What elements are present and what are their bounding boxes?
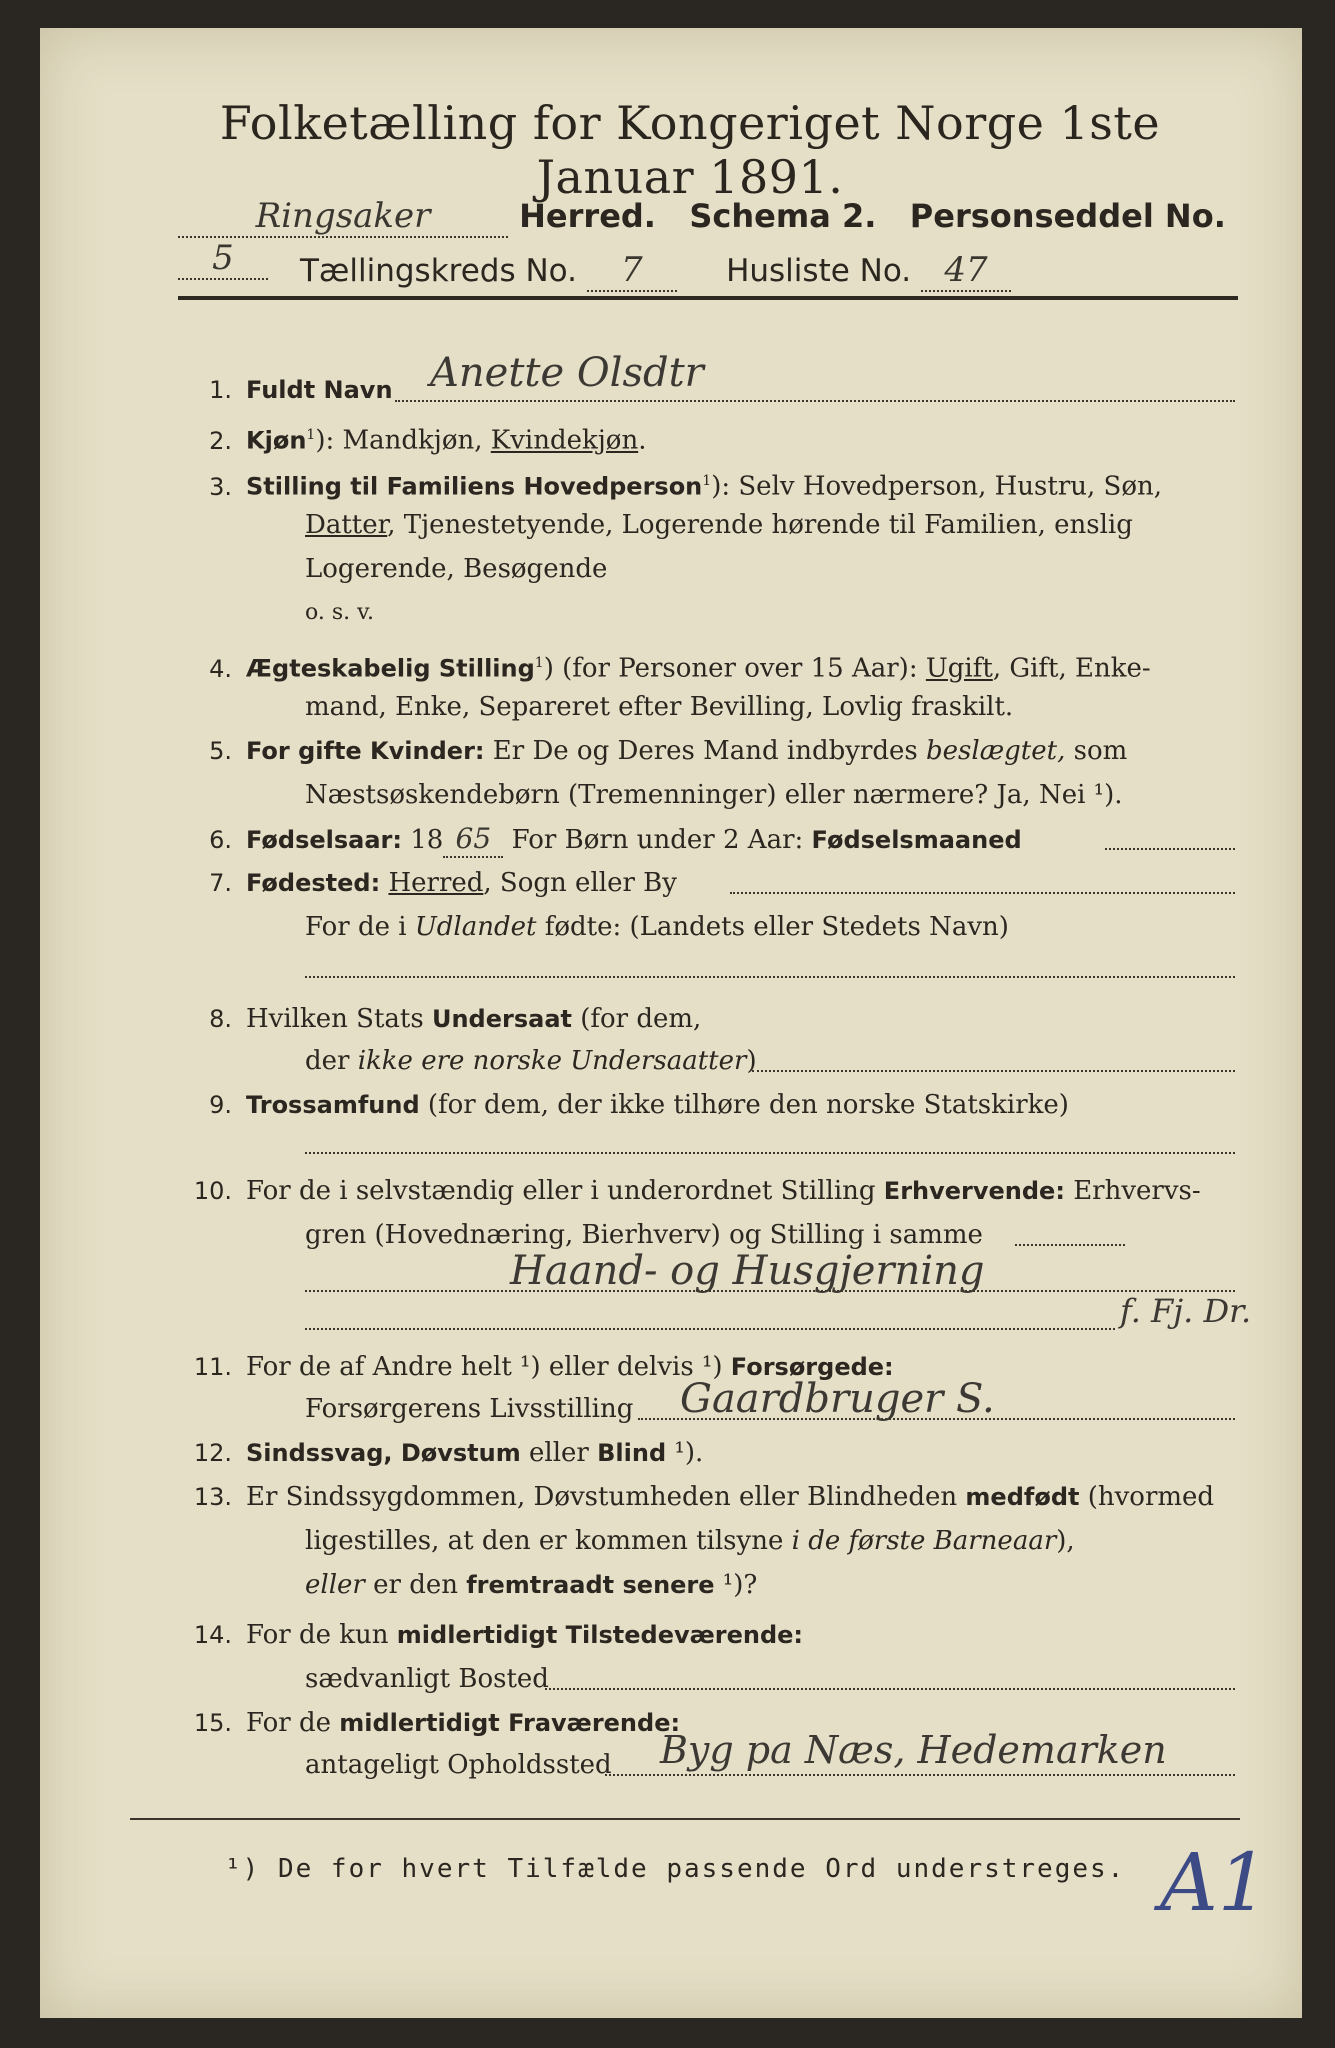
footnote: ¹) De for hvert Tilfælde passende Ord understreges. bbox=[225, 1854, 1126, 1884]
item-4: 4. Ægteskabelig Stilling$^1$) (for Personer over 15 Aar): Ugift, Gift, Enke- bbox=[209, 653, 1151, 684]
schema-label: Schema 2. bbox=[689, 197, 877, 235]
husliste-label: Husliste No. bbox=[726, 253, 912, 289]
item-12: 12. Sindssvag, Døvstum eller Blind ¹). bbox=[193, 1438, 704, 1468]
item-15: 15. For de midlertidigt Fraværende: bbox=[193, 1708, 681, 1738]
item-10: 10. For de i selvstændig eller i underordnet Stilling Erhvervende: Erhvervs- bbox=[193, 1176, 1201, 1206]
occupation-note: f. Fj. Dr. bbox=[1120, 1292, 1252, 1330]
census-form: Folketælling for Kongeriget Norge 1ste Januar 1891. Ringsaker Herred. Schema 2. Personseddel No. 5 Tællingskreds No. 7 Husliste No. 47 1. Fuldt Navn Anette Olsdtr 2. Kjøn$^1$): Mandkjøn, Kvindekjøn. 3. Stilling til Familiens Hovedperson$^1$): Selv Hovedperson, Hustru, Søn, Datter, Tjenestetyende, Logerende hørende til Familien, enslig Logerende, Besøgende o. s. v. 4. Ægteskabelig Stilling$^1$) (for Personer over 15 Aar): Ugift, Gift, Enke- mand, Enke, Separeret efter Bevilling, Lovlig fraskilt. 5. For gifte Kvinder: Er De og Deres Mand indbyrdes beslægtet, som Næstsøskendebørn (Tremenninger) eller nærmere? Ja, Nei ¹). 6. Fødselsaar: 18 65 For Børn under 2 Aar: Fødselsmaaned 7. Fødested: Herred, Sogn eller By For de i Udlandet fødte: (Landets eller Stedets Navn) 8. Hvilken Stats Undersaat (for dem, der ikke ere norske Undersaatter) 9. Trossamfund (for dem, der ikke tilhøre den norske Statskirke) 10. For de i selvstændig eller i underordnet Stilling Erhvervende: Erhvervs- gren (Hovednæring, Bierhverv) og Stilling i samme Haand- og Husgjerning f. Fj. Dr. 11. For de af Andre helt ¹) eller delvis ¹) Forsørgede: Forsørgerens Livsstilling Gaardbruger S. 12. Sindssvag, Døvstum eller Blind ¹). 13. Er Sindssygdommen, Døvstumheden eller Blindheden medfødt (hvormed ligestilles, at den er kommen tilsyne i de første Barneaar), eller er den fremtraadt senere ¹)? 14. For de kun midlertidigt Tilstedeværende: sædvanligt Bosted 15. For de midlertidigt Fraværende: antageligt Opholdssted Byg pa Næs, Hedemarken ¹) De for hvert Tilfælde passende Ord understreges. A1 bbox=[40, 28, 1302, 2018]
archive-mark: A1 bbox=[1160, 1836, 1269, 1929]
kreds-label: Tællingskreds No. bbox=[300, 253, 577, 289]
personseddel-value: 5 bbox=[178, 238, 268, 280]
occupation-value: Haand- og Husgjerning bbox=[510, 1248, 985, 1294]
husliste-value: 47 bbox=[921, 250, 1011, 292]
item-13: 13. Er Sindssygdommen, Døvstumheden eller Blindheden medfødt (hvormed bbox=[193, 1482, 1215, 1512]
personseddel-label: Personseddel No. bbox=[909, 197, 1226, 235]
kreds-line bbox=[300, 250, 1200, 294]
item-7: 7. Fødested: Herred, Sogn eller By bbox=[209, 868, 677, 898]
herred-label: Herred. bbox=[519, 197, 656, 235]
header-rule bbox=[178, 296, 1238, 300]
residence-value: Byg pa Næs, Hedemarken bbox=[660, 1728, 1167, 1772]
item-2: 2. Kjøn$^1$): Mandkjøn, Kvindekjøn. bbox=[209, 425, 647, 456]
herred-value: Ringsaker bbox=[178, 196, 508, 238]
item-5: 5. For gifte Kvinder: Er De og Deres Mand indbyrdes beslægtet, som bbox=[209, 736, 1128, 766]
item-11: 11. For de af Andre helt ¹) eller delvis ¹) Forsørgede: bbox=[193, 1352, 894, 1382]
item-6: 6. Fødselsaar: 18 65 For Børn under 2 Aar: Fødselsmaaned bbox=[180, 822, 1240, 858]
item-9: 9. Trossamfund (for dem, der ikke tilhøre den norske Statskirke) bbox=[209, 1090, 1069, 1120]
name-value: Anette Olsdtr bbox=[430, 350, 704, 396]
footnote-rule bbox=[130, 1818, 1240, 1820]
item-3: 3. Stilling til Familiens Hovedperson$^1$): Selv Hovedperson, Hustru, Søn, bbox=[209, 471, 1163, 502]
item-14: 14. For de kun midlertidigt Tilstedeværende: bbox=[193, 1620, 804, 1650]
item-8: 8. Hvilken Stats Undersaat (for dem, bbox=[209, 1004, 702, 1034]
kreds-value: 7 bbox=[587, 250, 677, 292]
form-title: Folketælling for Kongeriget Norge 1ste Januar 1891. bbox=[219, 96, 1161, 204]
provider-value: Gaardbruger S. bbox=[680, 1376, 995, 1422]
item-1: 1. Fuldt Navn bbox=[209, 376, 393, 404]
